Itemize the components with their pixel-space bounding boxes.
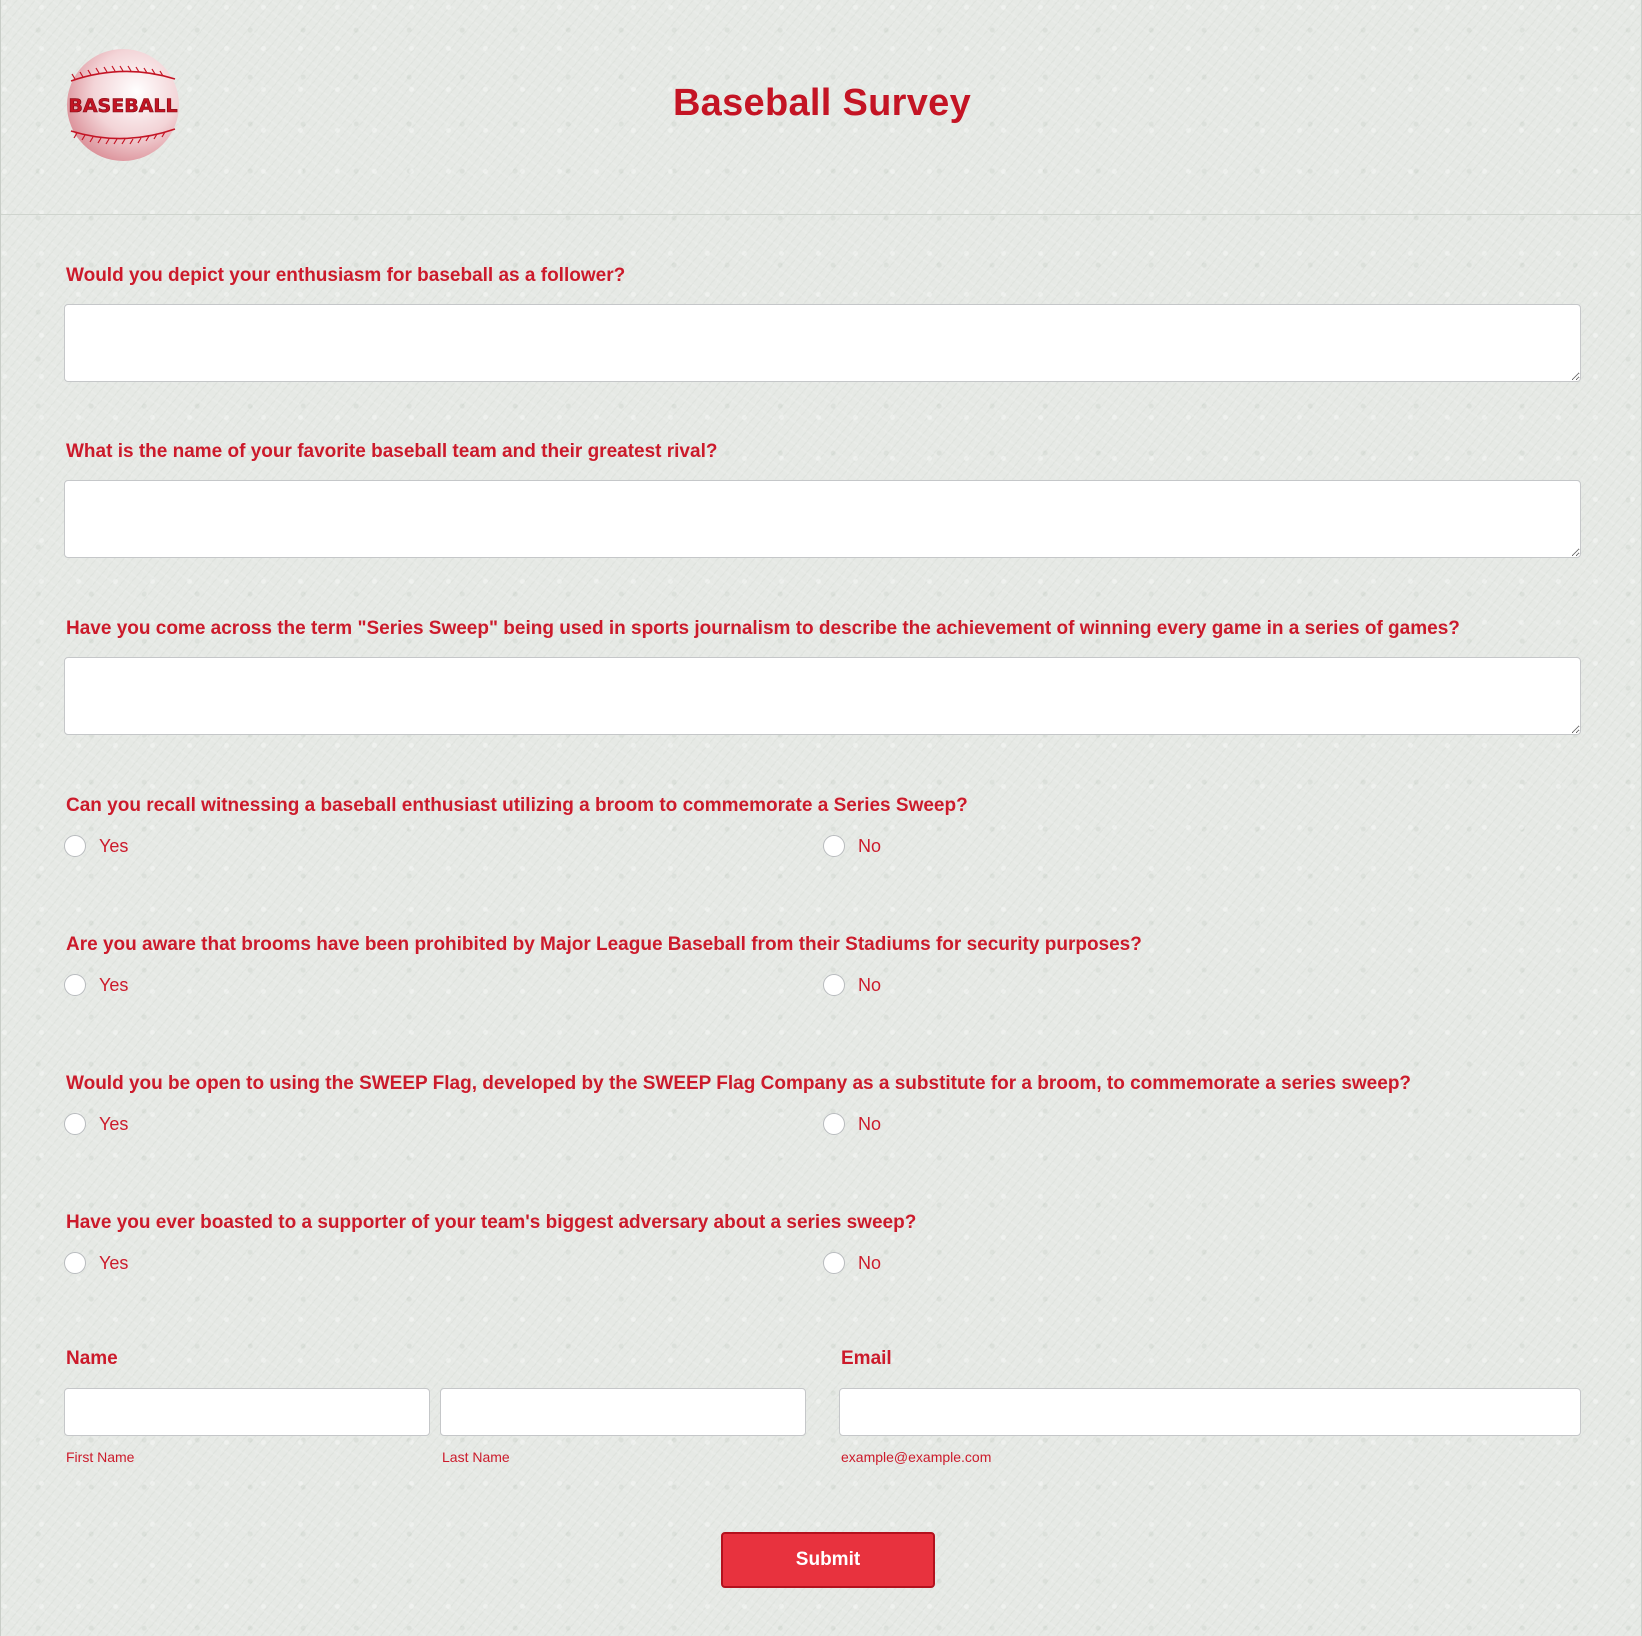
question-6-label: Would you be open to using the SWEEP Flag, developed by the SWEEP Flag Company as a substitute for a broom, to commemorate a series sweep?	[66, 1073, 1412, 1094]
radio-unchecked-icon[interactable]	[64, 1113, 86, 1135]
submit-button[interactable]: Submit	[721, 1532, 935, 1588]
question-7-option-yes[interactable]	[64, 1250, 128, 1276]
question-7-label: Have you ever boasted to a supporter of your team's biggest adversary about a series sweep?	[66, 1212, 917, 1233]
form-header	[1, 0, 1642, 215]
radio-unchecked-icon[interactable]	[64, 974, 86, 996]
email-sublabel: example@example.com	[841, 1449, 992, 1465]
question-3-textarea[interactable]	[64, 657, 1581, 735]
question-3-label: Have you come across the term "Series Sweep" being used in sports journalism to describe the achievement of winning every game in a series of games?	[66, 618, 1460, 639]
radio-unchecked-icon[interactable]	[823, 974, 845, 996]
page-title: Baseball Survey	[672, 82, 972, 124]
option-label: No	[858, 835, 882, 856]
question-7-option-no[interactable]	[823, 1250, 881, 1276]
name-label: Name	[66, 1348, 118, 1369]
option-label: Yes	[99, 974, 129, 995]
last-name-sublabel: Last Name	[442, 1449, 510, 1465]
first-name-input[interactable]	[64, 1388, 430, 1436]
question-4-option-no[interactable]	[823, 833, 881, 859]
radio-unchecked-icon[interactable]	[64, 1252, 86, 1274]
email-input[interactable]	[839, 1388, 1581, 1436]
question-2-textarea[interactable]	[64, 480, 1581, 558]
question-4-option-yes[interactable]	[64, 833, 128, 859]
radio-unchecked-icon[interactable]	[64, 835, 86, 857]
option-label: No	[858, 1113, 882, 1134]
radio-unchecked-icon[interactable]	[823, 835, 845, 857]
option-label: Yes	[99, 1113, 129, 1134]
option-label: Yes	[99, 835, 129, 856]
question-6-option-yes[interactable]	[64, 1111, 128, 1137]
question-5-option-yes[interactable]	[64, 972, 128, 998]
question-5-option-no[interactable]	[823, 972, 881, 998]
question-1-label: Would you depict your enthusiasm for baseball as a follower?	[66, 265, 626, 286]
question-4-label: Can you recall witnessing a baseball enthusiast utilizing a broom to commemorate a Series Sweep?	[66, 795, 968, 816]
radio-unchecked-icon[interactable]	[823, 1113, 845, 1135]
first-name-sublabel: First Name	[66, 1449, 135, 1465]
option-label: No	[858, 974, 882, 995]
option-label: Yes	[99, 1252, 129, 1273]
email-label: Email	[841, 1348, 892, 1369]
question-1-textarea[interactable]	[64, 304, 1581, 382]
question-2-label: What is the name of your favorite baseball team and their greatest rival?	[66, 441, 718, 462]
option-label: No	[858, 1252, 882, 1273]
question-6-option-no[interactable]	[823, 1111, 881, 1137]
last-name-input[interactable]	[440, 1388, 806, 1436]
radio-unchecked-icon[interactable]	[823, 1252, 845, 1274]
logo-text: BASEBALL	[68, 95, 178, 117]
question-5-label: Are you aware that brooms have been prohibited by Major League Baseball from their Stadiums for security purposes?	[66, 934, 1142, 955]
